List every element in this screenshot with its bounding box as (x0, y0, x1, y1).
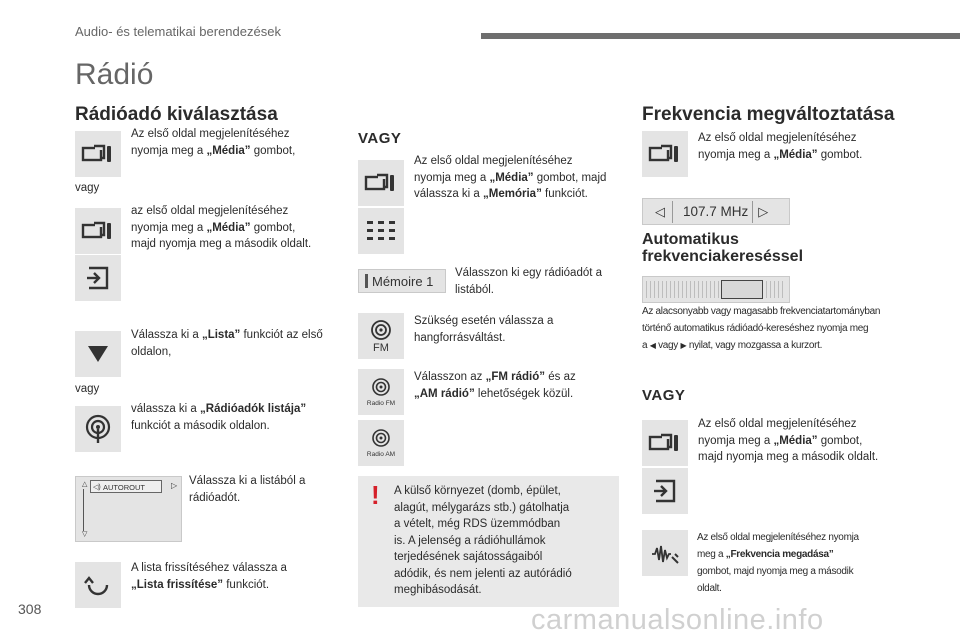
col1-step6: A lista frissítéséhez válassza a „Lista frissítése” funkciót. (131, 562, 287, 591)
scroll-up-icon: △ (82, 481, 88, 488)
auto-search-text: Az alacsonyabb vagy magasabb frekvenciatartományban történő automatikus rádióadó-kereséshez nyomja meg a ◀ vagy ▶ nyilat, vagy mozgassa a kurzort. (642, 306, 881, 351)
or-heading-col3: VAGY (642, 387, 686, 404)
radio-fm-icon (358, 369, 404, 415)
memory-presets-icon (358, 208, 404, 254)
warning-text: A külső környezet (domb, épület, alagút, mélygarázs stb.) gátolhatja a vételt, még RDS üzemmódban is. A jelenség a rádióhullámok terjedésének sajátosságaiból adódik, és nem jelenti az autórádió meghibásodását. (394, 485, 572, 596)
media-icon (642, 131, 688, 177)
media-icon (75, 208, 121, 254)
radio-am-icon (358, 420, 404, 466)
slider-scale (646, 281, 786, 298)
list-row-selected (90, 480, 162, 493)
col3-step3: Az első oldal megjelenítéséhez nyomja meg a „Frekvencia megadása” gombot, majd nyomja meg a második oldalt. (697, 532, 859, 594)
or-text-2: vagy (75, 383, 100, 395)
memory-1-button (358, 269, 446, 293)
media-icon (642, 420, 688, 466)
col3-step1: Az első oldal megjelenítéséhez nyomja meg a „Média” gombot. (698, 132, 863, 161)
col2-step3: Szükség esetén válassza a hangforrásváltást. (414, 315, 554, 344)
second-page-icon (642, 468, 688, 514)
fm-source-icon (358, 313, 404, 359)
col1-step3: Válassza ki a „Lista” funkciót az első oldalon, (131, 329, 323, 358)
divider (672, 201, 673, 223)
col3-step2: Az első oldal megjelenítéséhez nyomja meg a „Média” gombot, majd nyomja meg a második oldalt. (698, 418, 879, 463)
col2-step2: Válasszon ki egy rádióadót a listából. (455, 267, 603, 296)
heading-station-select: Rádióadó kiválasztása (75, 104, 278, 125)
section-header: Audio- és telematikai berendezések (75, 24, 281, 39)
or-heading-col2: VAGY (358, 130, 402, 147)
page-title: Rádió (75, 58, 154, 91)
media-icon (75, 131, 121, 177)
heading-auto-search: Automatikus frekvenciakereséssel (642, 231, 804, 265)
second-page-icon (75, 255, 121, 301)
scroll-track (83, 489, 84, 531)
media-icon (358, 160, 404, 206)
list-row-label: AUTOROUT (103, 483, 145, 492)
watermark: carmanualsonline.info (531, 604, 824, 636)
or-text-1: vagy (75, 182, 100, 194)
radio-fm-label: Radio FM (366, 399, 396, 407)
fm-label: FM (373, 341, 389, 354)
warning-box (358, 476, 619, 607)
list-triangle-icon (75, 331, 121, 377)
station-list-panel (75, 476, 182, 542)
list-scrollbar (80, 480, 87, 538)
col2-step4: Válasszon az „FM rádió” és az „AM rádió” lehetőségek közül. (414, 371, 576, 400)
col2-step1: Az első oldal megjelenítéséhez nyomja meg a „Média” gombot, majd válassza ki a „Memória” funkciót. (414, 155, 607, 200)
divider (752, 201, 753, 223)
frequency-input-icon (642, 530, 688, 576)
frequency-down-icon: ◁ (655, 203, 665, 219)
memory-marker (365, 274, 368, 288)
heading-frequency-change: Frekvencia megváltoztatása (642, 104, 895, 125)
refresh-icon (75, 562, 121, 608)
page-number: 308 (18, 601, 42, 617)
header-bar (481, 33, 960, 39)
list-arrow-icon: ▷ (171, 481, 178, 490)
arrow-left-icon: ◀ (649, 341, 656, 350)
frequency-slider (642, 276, 790, 303)
frequency-value: 107.7 MHz (683, 204, 749, 219)
col1-step4: válassza ki a „Rádióadók listája” funkciót a második oldalon. (131, 403, 307, 432)
radio-list-icon (75, 406, 121, 452)
frequency-display (642, 198, 790, 225)
warning-icon: ! (371, 480, 380, 510)
col1-step1: Az első oldal megjelenítéséhez nyomja meg a „Média” gombot, (131, 128, 296, 157)
scroll-down-icon: ▽ (82, 531, 88, 538)
col1-step2: az első oldal megjelenítéséhez nyomja meg a „Média” gombot, majd nyomja meg a második oldalt. (131, 205, 312, 250)
radio-am-label: Radio AM (366, 450, 396, 458)
frequency-up-icon: ▷ (758, 203, 769, 219)
memory-label: Mémoire 1 (372, 273, 434, 289)
slider-cursor (721, 280, 763, 299)
speaker-icon: ◁) (93, 484, 101, 491)
arrow-right-icon: ▶ (680, 341, 687, 350)
col1-step5: Válassza ki a listából a rádióadót. (189, 475, 306, 504)
